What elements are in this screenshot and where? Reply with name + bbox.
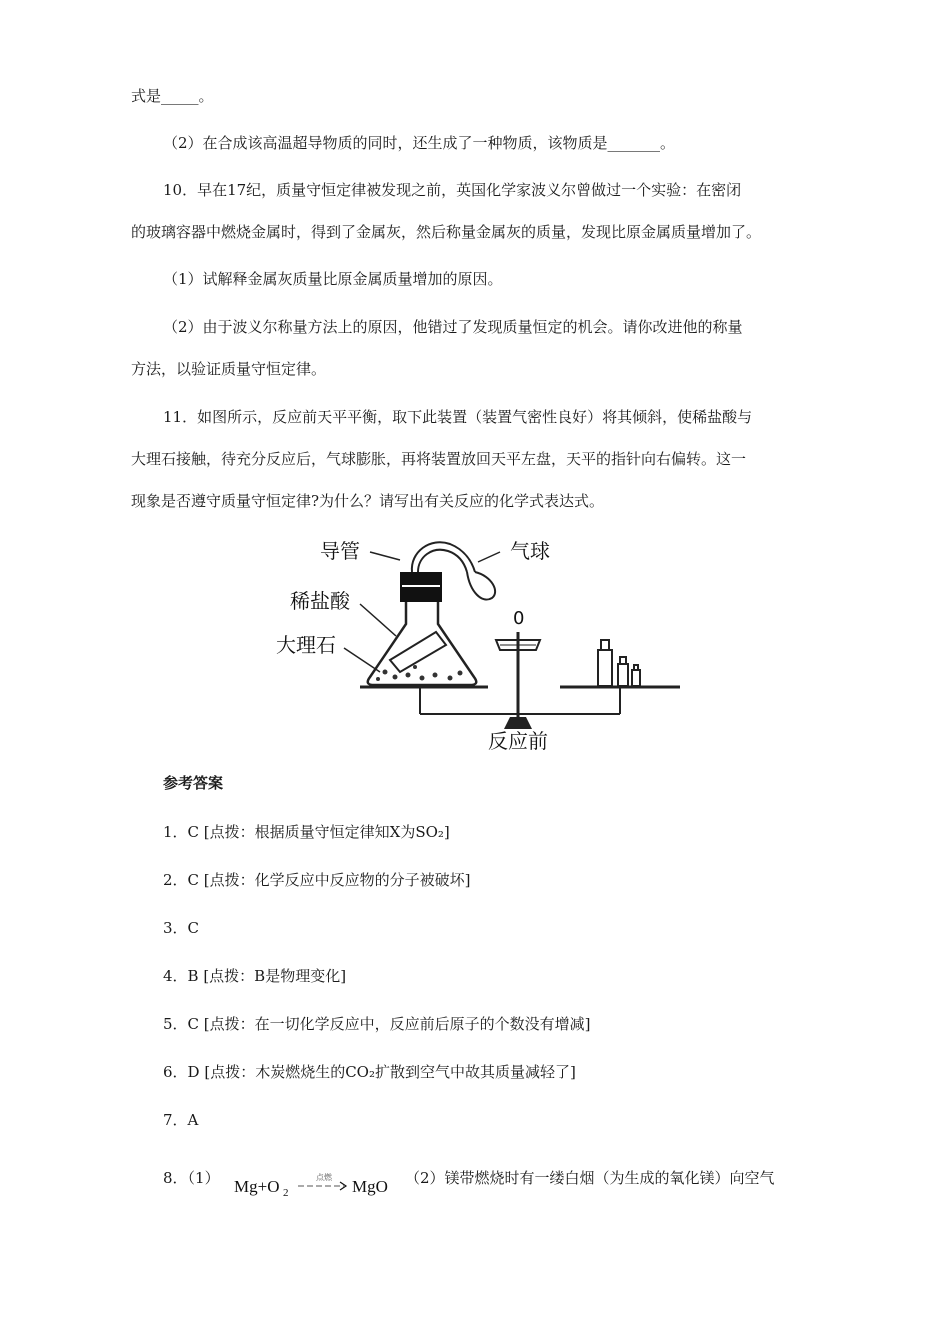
question-10: 10．早在17纪，质量守恒定律被发现之前，英国化学家波义尔曾做过一个实验：在密闭: [163, 181, 742, 199]
equation-product: MgO: [352, 1177, 388, 1196]
text-line: 的玻璃容器中燃烧金属时，得到了金属灰，然后称量金属灰的质量，发现比原金属质量增加了。: [131, 223, 762, 241]
chemical-equation: [232, 1170, 402, 1200]
answer-item-8-prefix: 8．（1）: [163, 1169, 220, 1187]
text-line: 现象是否遵守质量守恒定律?为什么？请写出有关反应的化学式表达式。: [131, 492, 605, 510]
question-11: 11．如图所示，反应前天平平衡，取下此装置（装置气密性良好）将其倾斜，使稀盐酸与: [163, 408, 753, 426]
text-line: （1）试解释金属灰质量比原金属质量增加的原因。: [163, 270, 503, 288]
text-line: （2）在合成该高温超导物质的同时，还生成了一种物质，该物质是_______。: [163, 134, 676, 152]
text-line: （2）由于波义尔称量方法上的原因，他错过了发现质量恒定的机会。请你改进他的称量: [163, 318, 743, 336]
label-zero: 0: [513, 608, 525, 629]
text-line: 式是_____。: [131, 87, 214, 105]
balance-apparatus-figure: [260, 532, 700, 754]
equation-reactants: Mg+O: [234, 1177, 280, 1196]
answers-heading: 参考答案: [163, 774, 224, 792]
equation-subscript: 2: [283, 1187, 289, 1199]
label-tube: 导管: [320, 539, 360, 563]
answer-item: 1．C [点拨：根据质量守恒定律知X为SO₂]: [163, 823, 450, 841]
label-marble: 大理石: [276, 633, 336, 657]
answer-item-8-rest: （2）镁带燃烧时有一缕白烟（为生成的氧化镁）向空气: [405, 1169, 775, 1187]
answer-item: 5．C [点拨：在一切化学反应中，反应前后原子的个数没有增减]: [163, 1015, 591, 1033]
answer-item: 3．C: [163, 919, 200, 937]
equation-condition: 点燃: [316, 1173, 332, 1182]
answer-item: 4．B [点拨：B是物理变化]: [163, 967, 347, 985]
answer-item: 2．C [点拨：化学反应中反应物的分子被破坏]: [163, 871, 471, 889]
answer-item: 6．D [点拨：木炭燃烧生的CO₂扩散到空气中故其质量减轻了]: [163, 1063, 576, 1081]
label-balloon: 气球: [510, 539, 550, 563]
text-line: 方法，以验证质量守恒定律。: [131, 360, 327, 378]
figure-caption: 反应前: [488, 729, 548, 753]
answer-item: 7．A: [163, 1111, 199, 1129]
text-line: 大理石接触，待充分反应后，气球膨胀，再将装置放回天平左盘，天平的指针向右偏转。这一: [131, 450, 747, 468]
label-acid: 稀盐酸: [290, 589, 350, 613]
